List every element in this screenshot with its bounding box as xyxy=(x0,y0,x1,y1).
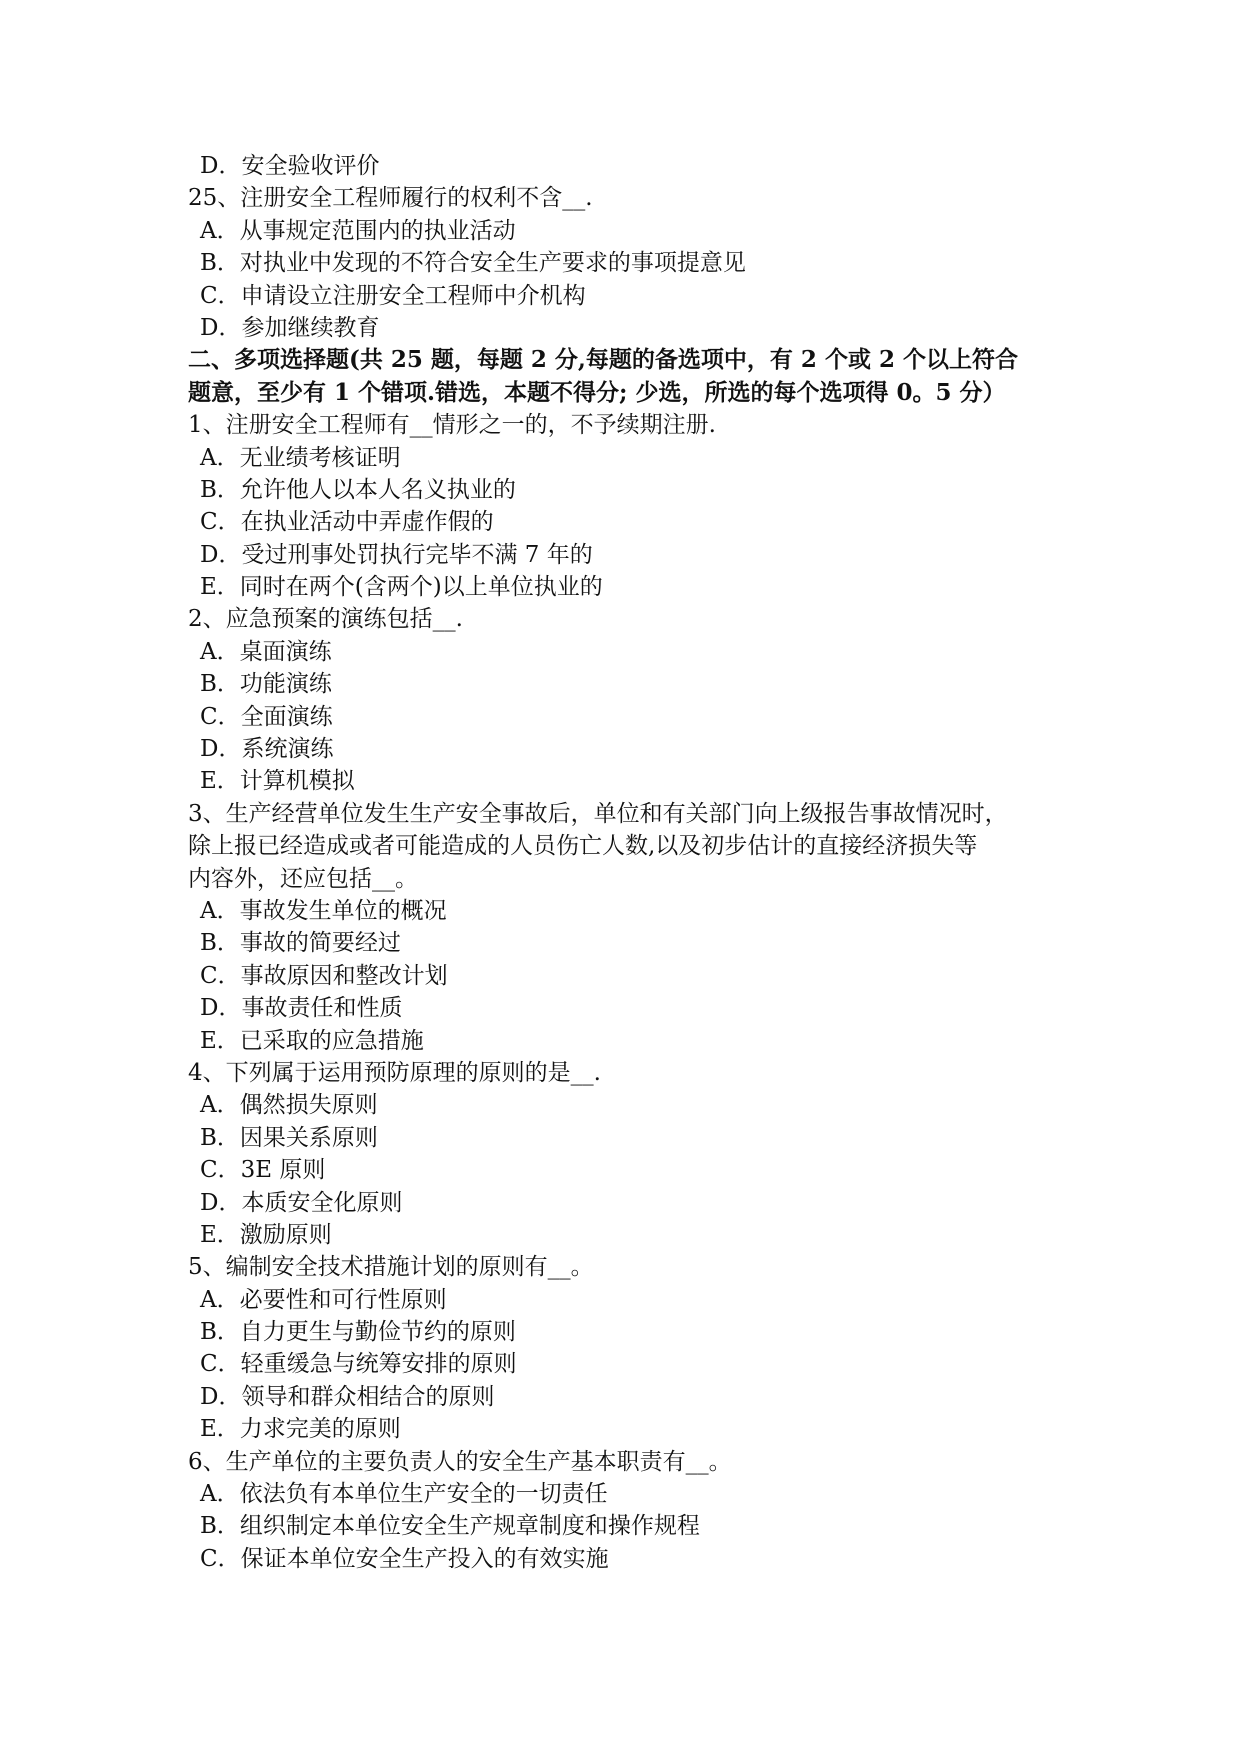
answer-option: C．轻重缓急与统筹安排的原则 xyxy=(200,1351,517,1378)
answer-option: C．全面演练 xyxy=(200,703,333,730)
section-heading: 二、多项选择题(共 25 题，每题 2 分,每题的备选项中，有 2 个或 2 个以上符合 xyxy=(188,346,1018,374)
answer-option: B．允许他人以本人名义执业的 xyxy=(200,476,516,503)
answer-option: A．依法负有本单位生产安全的一切责任 xyxy=(200,1481,608,1508)
question-text: 3、生产经营单位发生生产安全事故后，单位和有关部门向上级报告事故情况时， xyxy=(188,800,1008,827)
answer-option: A．桌面演练 xyxy=(200,638,332,665)
question-text: 4、下列属于运用预防原理的原则的是__. xyxy=(188,1059,601,1086)
answer-option: C．保证本单位安全生产投入的有效实施 xyxy=(200,1545,609,1572)
answer-option: D．事故责任和性质 xyxy=(200,995,403,1022)
answer-option: D．受过刑事处罚执行完毕不满 7 年的 xyxy=(200,541,593,568)
answer-option: B．因果关系原则 xyxy=(200,1124,378,1151)
question-text: 内容外，还应包括__。 xyxy=(188,865,418,892)
answer-option: B．事故的简要经过 xyxy=(200,930,401,957)
answer-option: A．偶然损失原则 xyxy=(200,1092,378,1119)
question-text: 25、注册安全工程师履行的权利不含__. xyxy=(188,185,593,212)
answer-option: E．计算机模拟 xyxy=(200,768,355,795)
question-text: 1、注册安全工程师有__情形之一的，不予续期注册. xyxy=(188,412,716,439)
answer-option: A．必要性和可行性原则 xyxy=(200,1286,447,1313)
answer-option: C．在执业活动中弄虚作假的 xyxy=(200,509,494,536)
answer-option: B．功能演练 xyxy=(200,671,332,698)
answer-option: E．力求完美的原则 xyxy=(200,1416,401,1443)
answer-option: A．事故发生单位的概况 xyxy=(200,897,447,924)
question-text: 除上报已经造成或者可能造成的人员伤亡人数,以及初步估计的直接经济损失等 xyxy=(188,833,978,860)
question-text: 5、编制安全技术措施计划的原则有__。 xyxy=(188,1254,594,1281)
answer-option: B．组织制定本单位安全生产规章制度和操作规程 xyxy=(200,1513,700,1540)
answer-option: D．参加继续教育 xyxy=(200,314,380,341)
exam-text-body xyxy=(188,150,1088,1575)
answer-option: E．已采取的应急措施 xyxy=(200,1027,424,1054)
answer-option: E．同时在两个(含两个)以上单位执业的 xyxy=(200,574,603,601)
answer-option: B．自力更生与勤俭节约的原则 xyxy=(200,1319,516,1346)
answer-option: C．申请设立注册安全工程师中介机构 xyxy=(200,282,586,309)
answer-option: A．从事规定范围内的执业活动 xyxy=(200,217,516,244)
answer-option: B．对执业中发现的不符合安全生产要求的事项提意见 xyxy=(200,250,746,277)
answer-option: D．系统演练 xyxy=(200,736,334,763)
answer-option: C．事故原因和整改计划 xyxy=(200,962,448,989)
answer-option: D．领导和群众相结合的原则 xyxy=(200,1383,495,1410)
answer-option: D．安全验收评价 xyxy=(200,153,380,179)
answer-option: E．激励原则 xyxy=(200,1221,332,1248)
answer-option: D．本质安全化原则 xyxy=(200,1189,403,1216)
answer-option: C．3E 原则 xyxy=(200,1157,326,1184)
question-text: 2、应急预案的演练包括__. xyxy=(188,606,463,633)
question-text: 6、生产单位的主要负责人的安全生产基本职责有__。 xyxy=(188,1448,732,1475)
section-heading: 题意，至少有 1 个错项.错选，本题不得分; 少选，所选的每个选项得 0。5 分） xyxy=(188,378,1006,406)
answer-option: A．无业绩考核证明 xyxy=(200,444,401,471)
